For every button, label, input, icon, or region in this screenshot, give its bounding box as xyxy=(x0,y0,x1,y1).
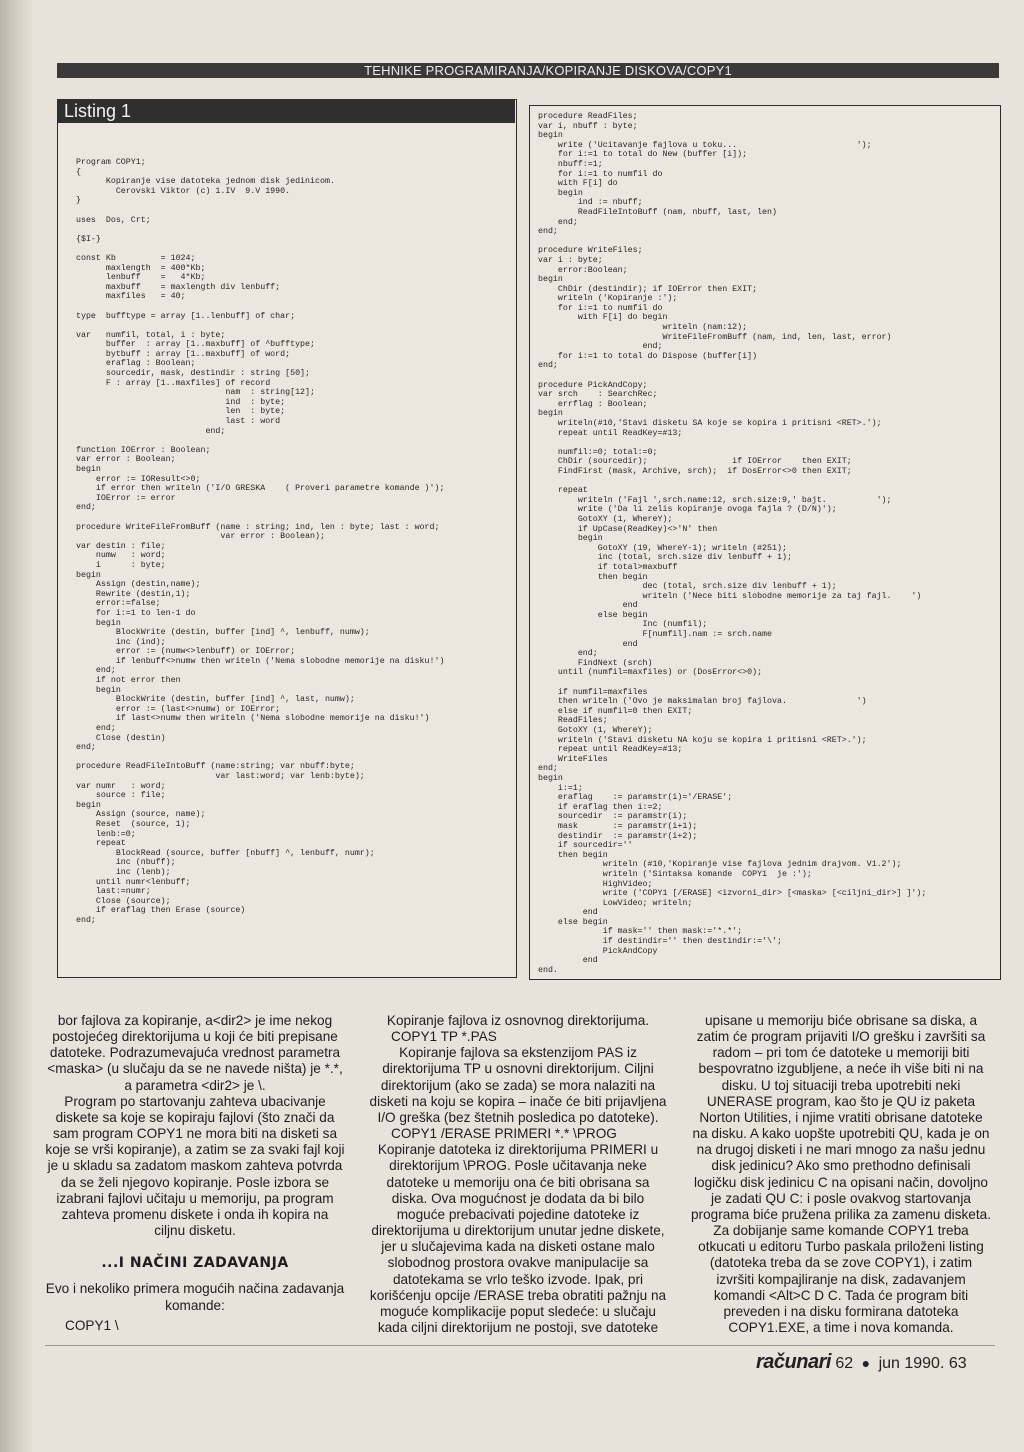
listing-box-right xyxy=(529,105,1001,980)
command-example: COPY1 \ xyxy=(65,1317,119,1333)
section-header-bar xyxy=(57,63,999,78)
paragraph: Kopiranje fajlova iz osnovnog direktorijuma. xyxy=(386,1013,650,1028)
date-and-page: jun 1990. 63 xyxy=(878,1355,967,1372)
paragraph: bor fajlova za kopiranje, a<dir2> je ime nekog postojećeg direktorijuma u koji će biti prepisane datoteke. Podrazumevajuća vrednost parametra <maska> (u slučaju da se ne navede ništa) je *.*, a parametra <dir2> je \. xyxy=(47,1013,343,1093)
paragraph: Kopiranje datoteka iz direktorijuma PRIMERI u direktorijum \PROG. Posle učitavanja neke datoteke u memoriju ona će biti obrisana sa diska. Ova mogućnost je dodata da bi bilo moguće prebacivati pojedine datoteke iz direktorijuma u direktorijum unutar jedne diskete, jer u slučajevima kada na disketi ostane malo slobodnog prostora ovakve manipulacije sa datotekama se vrlo teško izvode. Ipak, pri korišćenju opcije /ERASE treba obratiti pažnju na moguće komplikacije poput sledeće: u slučaju kada ciljni direktorijum ne postoji, sve datoteke xyxy=(369,1142,667,1335)
page-footer xyxy=(756,1351,967,1374)
listing-label: Listing 1 xyxy=(64,101,132,121)
article-column-1 xyxy=(45,1013,345,1334)
magazine-logo: računari xyxy=(756,1351,831,1373)
paragraph: Evo i nekoliko primera mogućih načina zadavanja komande: xyxy=(45,1281,345,1313)
footer-rule xyxy=(45,1345,995,1346)
command-example: COPY1 TP *.PAS xyxy=(391,1029,497,1045)
code-listing-right: procedure ReadFiles; var i, nbuff : byte; begin write ('Ucitavanje fajlova u toku... '); for i:=1 to total do New (buffer [i]); nbuff:=1; for i:=1 to numfil do with F[i] do begin ind := nbuff; ReadFileIntoBuff (nam, nbuff, last, len) end; end; procedure WriteFiles; var i : byte; error:Boolean; begin ChDir (destindir); if IOError then EXIT; writeln ('Kopiranje :'); for i:=1 to numfil do with F[i] do begin writeln (nam:12); WriteFileFromBuff (nam, ind, len, last, error) end; for i:=1 to total do Dispose (buffer[i]) end; procedure PickAndCopy; var srch : SearchRec; errflag : Boolean; begin writeln(#10,'Stavi disketu SA koje se kopira i pritisni <RET>.'); repeat until ReadKey=#13; numfil:=0; total:=0; ChDir (sourcedir); if IOError then EXIT; FindFirst (mask, Archive, srch); if DosError<>0 then EXIT; repeat writeln ('Fajl ',srch.name:12, srch.size:9,' bajt. '); write ('Da li zelis kopiranje ovoga fajla ? (D/N)'); GotoXY (1, WhereY); if UpCase(ReadKey)<>'N' then begin GotoXY (19, WhereY-1); writeln (#251); inc (total, srch.size div lenbuff + 1); if total>maxbuff then begin dec (total, srch.size div lenbuff + 1); writeln ('Nece biti slobodne memorije za taj fajl. ') end else begin Inc (numfil); F[numfil].nam := srch.name end end; FindNext (srch) until (numfil=maxfiles) or (DosError<>0); if numfil=maxfiles then writeln ('Ovo je maksimalan broj fajlova. ') else if numfil=0 then EXIT; ReadFiles; GotoXY (1, WhereY); writeln ('Stavi disketu NA koju se kopira i pritisni <RET>.'); repeat until ReadKey=#13; WriteFiles end; begin i:=1; eraflag := paramstr(i)='/ERASE'; if eraflag then i:=2; sourcedir := paramstr(i); mask := paramstr(i+1); destindir := paramstr(i+2); if sourcedir='' then begin writeln (#10,'Kopiranje vise fajlova jednim drajvom. V1.2'); writeln ('Sintaksa komande COPY1 je :'); HighVideo; write ('COPY1 [/ERASE] <izvorni_dir> [<maska> [<ciljni_dir>] ]'); LowVideo; writeln; end else begin if mask='' then mask:='*.*'; if destindir='' then destindir:='\'; PickAndCopy end end. xyxy=(538,112,927,975)
paragraph: Za dobijanje same komande COPY1 treba otkucati u editoru Turbo paskala priloženi listing (datoteka treba da se zove COPY1), i zatim izvršiti kompajliranje na disk, zadavanjem komandi <Alt>C D C. Tada će program biti preveden i na disku formirana datoteka COPY1.EXE, a time i nova komanda. xyxy=(698,1223,984,1335)
section-header-title: TEHNIKE PROGRAMIRANJA/KOPIRANJE DISKOVA/COPY1 xyxy=(364,63,732,78)
page-edge-shadow xyxy=(0,0,34,1452)
paragraph: Program po startovanju zahteva ubacivanje diskete sa koje se kopiraju fajlovi (što znači da sam program COPY1 ne mora biti na disketi sa koje se vrši kopiranje), a zatim se za svaki fajl koji je u skladu sa zadatom maskom zahteva potvrda da se želi njegovo kopiranje. Posle izbora se izabrani fajlovi učitaju u memoriju, pa program zahteva promenu diskete i onda ih kopira na ciljnu disketu. xyxy=(45,1093,345,1239)
footer-separator: ● xyxy=(861,1355,871,1371)
paragraph: upisane u memoriju biće obrisane sa diska, a zatim će program prijaviti I/O grešku i završiti sa radom – pri tom će datoteke u memoriji biti bespovratno izgubljene, a neće ih više biti ni na disku. U toj situaciji treba upotrebiti neki UNERASE program, kao što je QU iz paketa Norton Utilities, i njime vratiti obrisane datoteke na disku. A kako uopšte upotrebiti QU, kada je on na drugoj disketi i ne mari mnogo za našu jednu disk jedinicu? Ako smo prethodno definisali logičku disk jedinicu C na opisani način, dovoljno je zadati QU C: i posle ovakvog startovanja programa biće pružena prilika za zamenu disketa. xyxy=(691,1013,991,1222)
code-listing-left: Program COPY1; { Kopiranje vise datoteka jednom disk jedinicom. Cerovski Viktor (c) 1.IV 9.V 1990. } uses Dos, Crt; {$I-} const Kb = 1024; maxlength = 400*Kb; lenbuff = 4*Kb; maxbuff = maxlength div lenbuff; maxfiles = 40; type bufftype = array [1..lenbuff] of char; var numfil, total, i : byte; buffer : array [1..maxbuff] of ^bufftype; bytbuff : array [1..maxbuff] of word; eraflag : Boolean; sourcedir, mask, destindir : string [50]; F : array [1..maxfiles] of record nam : string[12]; ind : byte; len : byte; last : word end; function IOError : Boolean; var error : Boolean; begin error := IOResult<>0; if error then writeln ('I/O GRESKA ( Proveri parametre komande )'); IOError := error end; procedure WriteFileFromBuff (name : string; ind, len : byte; last : word; var error : Boolean); var destin : file; numw : word; i : byte; begin Assign (destin,name); Rewrite (destin,1); error:=false; for i:=1 to len-1 do begin BlockWrite (destin, buffer [ind] ^, lenbuff, numw); inc (ind); error := (numw<>lenbuff) or IOError; if lenbuff<>numw then writeln ('Nema slobodne memorije na disku!') end; if not error then begin BlockWrite (destin, buffer [ind] ^, last, numw); error := (last<>numw) or IOError; if last<>numw then writeln ('Nema slobodne memorije na disku!') end; Close (destin) end; procedure ReadFileIntoBuff (name:string; var nbuff:byte; var last:word; var lenb:byte); var numr : word; source : file; begin Assign (source, name); Reset (source, 1); lenb:=0; repeat BlockRead (source, buffer [nbuff] ^, lenbuff, numr); inc (nbuff); inc (lenb); until numr<lenbuff; last:=numr; Close (source); if eraflag then Erase (source) end; xyxy=(76,158,445,925)
issue-number: 62 xyxy=(835,1355,854,1372)
listing-tab xyxy=(57,99,515,123)
article-column-3 xyxy=(690,1013,992,1336)
article-column-2 xyxy=(367,1013,669,1336)
paragraph: Kopiranje fajlova sa ekstenzijom PAS iz direktorijuma TP u osnovni direktorijum. Ciljni direktorijum (ako se zada) se mora nalaziti na disketi na koju se kopira – inače će biti prijavljena I/O greška (bez štetnih posledica po datoteke). xyxy=(369,1045,667,1125)
command-example: COPY1 /ERASE PRIMERI *.* \PROG xyxy=(391,1126,617,1142)
listing-box-left xyxy=(57,99,517,978)
section-heading: ...I NAČINI ZADAVANJA xyxy=(101,1255,289,1272)
